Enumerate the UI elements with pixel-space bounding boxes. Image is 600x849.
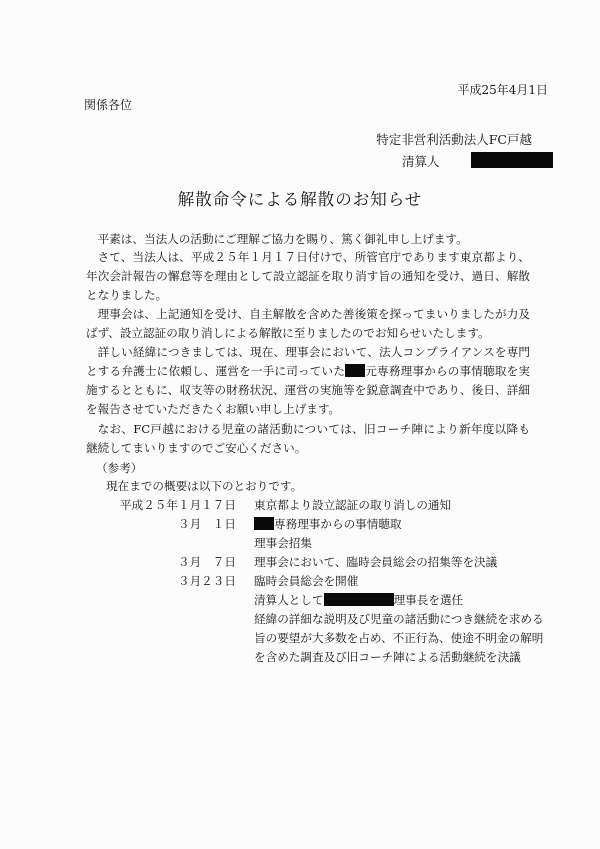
paragraph-notice bbox=[86, 248, 530, 305]
timeline-date: ３月 １日 bbox=[120, 517, 236, 531]
timeline-text: 専務理事からの事情聴取 bbox=[274, 517, 402, 531]
timeline-desc bbox=[254, 515, 564, 534]
timeline bbox=[120, 496, 564, 667]
timeline-row bbox=[120, 496, 564, 515]
timeline-date-blank bbox=[120, 534, 254, 553]
paragraph-greeting bbox=[86, 230, 530, 249]
liquidator-label: 清算人 bbox=[402, 154, 440, 169]
reference-intro: 現在までの概要は以下のとおりです。 bbox=[106, 479, 303, 493]
organization-name: 特定非営利活動法人FC戸越 bbox=[376, 132, 532, 147]
redacted-name bbox=[324, 593, 394, 606]
document-date: 平成25年4月1日 bbox=[457, 83, 548, 97]
paragraph-details bbox=[86, 343, 530, 419]
timeline-date: 平成２５年１月１７日 bbox=[120, 498, 236, 512]
timeline-row bbox=[120, 610, 564, 667]
paragraph-board bbox=[86, 305, 530, 343]
paragraph-text: 平素は、当法人の活動にご理解ご協力を賜り、篤く御礼申し上げます。 bbox=[97, 232, 468, 246]
timeline-row bbox=[120, 591, 564, 610]
timeline-desc: 臨時会員総会を開催 bbox=[254, 574, 359, 588]
timeline-date-blank bbox=[120, 591, 254, 610]
timeline-desc: 経緯の詳細な説明及び児童の諸活動につき継続を求める旨の要望が大多数を占め、不正行為、使途不明金の解明を含めた調査及び旧コーチ陣による活動継続を決議 bbox=[254, 612, 544, 664]
reference-label: （参考） bbox=[96, 461, 143, 475]
timeline-desc: 理事会招集 bbox=[254, 536, 312, 550]
timeline-row bbox=[120, 515, 564, 534]
paragraph-text: なお、FC戸越における児童の諸活動については、旧コーチ陣により新年度以降も継続してまいりますのでご安心ください。 bbox=[86, 422, 530, 455]
timeline-date: ３月２３日 bbox=[120, 574, 236, 588]
timeline-desc: 東京都より設立認証の取り消しの通知 bbox=[254, 498, 452, 512]
paragraph-continuation bbox=[86, 420, 530, 458]
redacted-liquidator-name bbox=[471, 152, 553, 168]
timeline-row bbox=[120, 553, 564, 572]
timeline-date: ３月 ７日 bbox=[120, 555, 236, 569]
paragraph-text-part: 元専務理事からの事情聴取を実施するとともに、収支等の財務状況、運営の実施等を鋭意調査中であり、後日、詳細を報告させていただきたくお願い申し上げます。 bbox=[86, 364, 530, 416]
redacted-name bbox=[254, 517, 274, 530]
timeline-date-blank bbox=[120, 610, 254, 667]
paragraph-text bbox=[86, 343, 530, 419]
paragraph-text: 理事会は、上記通知を受け、自主解散を含めた善後策を探ってまいりましたが力及ばず、設立認証の取り消しによる解散に至りましたのでお知らせいたします。 bbox=[86, 307, 530, 340]
timeline-row bbox=[120, 572, 564, 591]
timeline-row bbox=[120, 534, 564, 553]
paragraph-text-part: 詳しい経緯につきましては、現在、理事会において、法人コンプライアンスを専門とする弁護士に依頼し、運営を一手に司っていた bbox=[86, 345, 530, 378]
timeline-text: 清算人として bbox=[254, 593, 324, 607]
paragraph-text: さて、当法人は、平成２５年１月１７日付けで、所管官庁であります東京都より、年次会計報告の懈怠等を理由として設立認証を取り消す旨の通知を受け、過日、解散となりました。 bbox=[86, 250, 530, 302]
document-title: 解散命令による解散のお知らせ bbox=[177, 190, 423, 209]
recipient: 関係各位 bbox=[84, 98, 133, 112]
timeline-desc bbox=[254, 591, 564, 610]
redacted-name bbox=[345, 364, 365, 377]
timeline-text: 理事長を選任 bbox=[393, 593, 464, 607]
timeline-desc: 理事会において、臨時会員総会の招集等を決議 bbox=[254, 555, 498, 569]
